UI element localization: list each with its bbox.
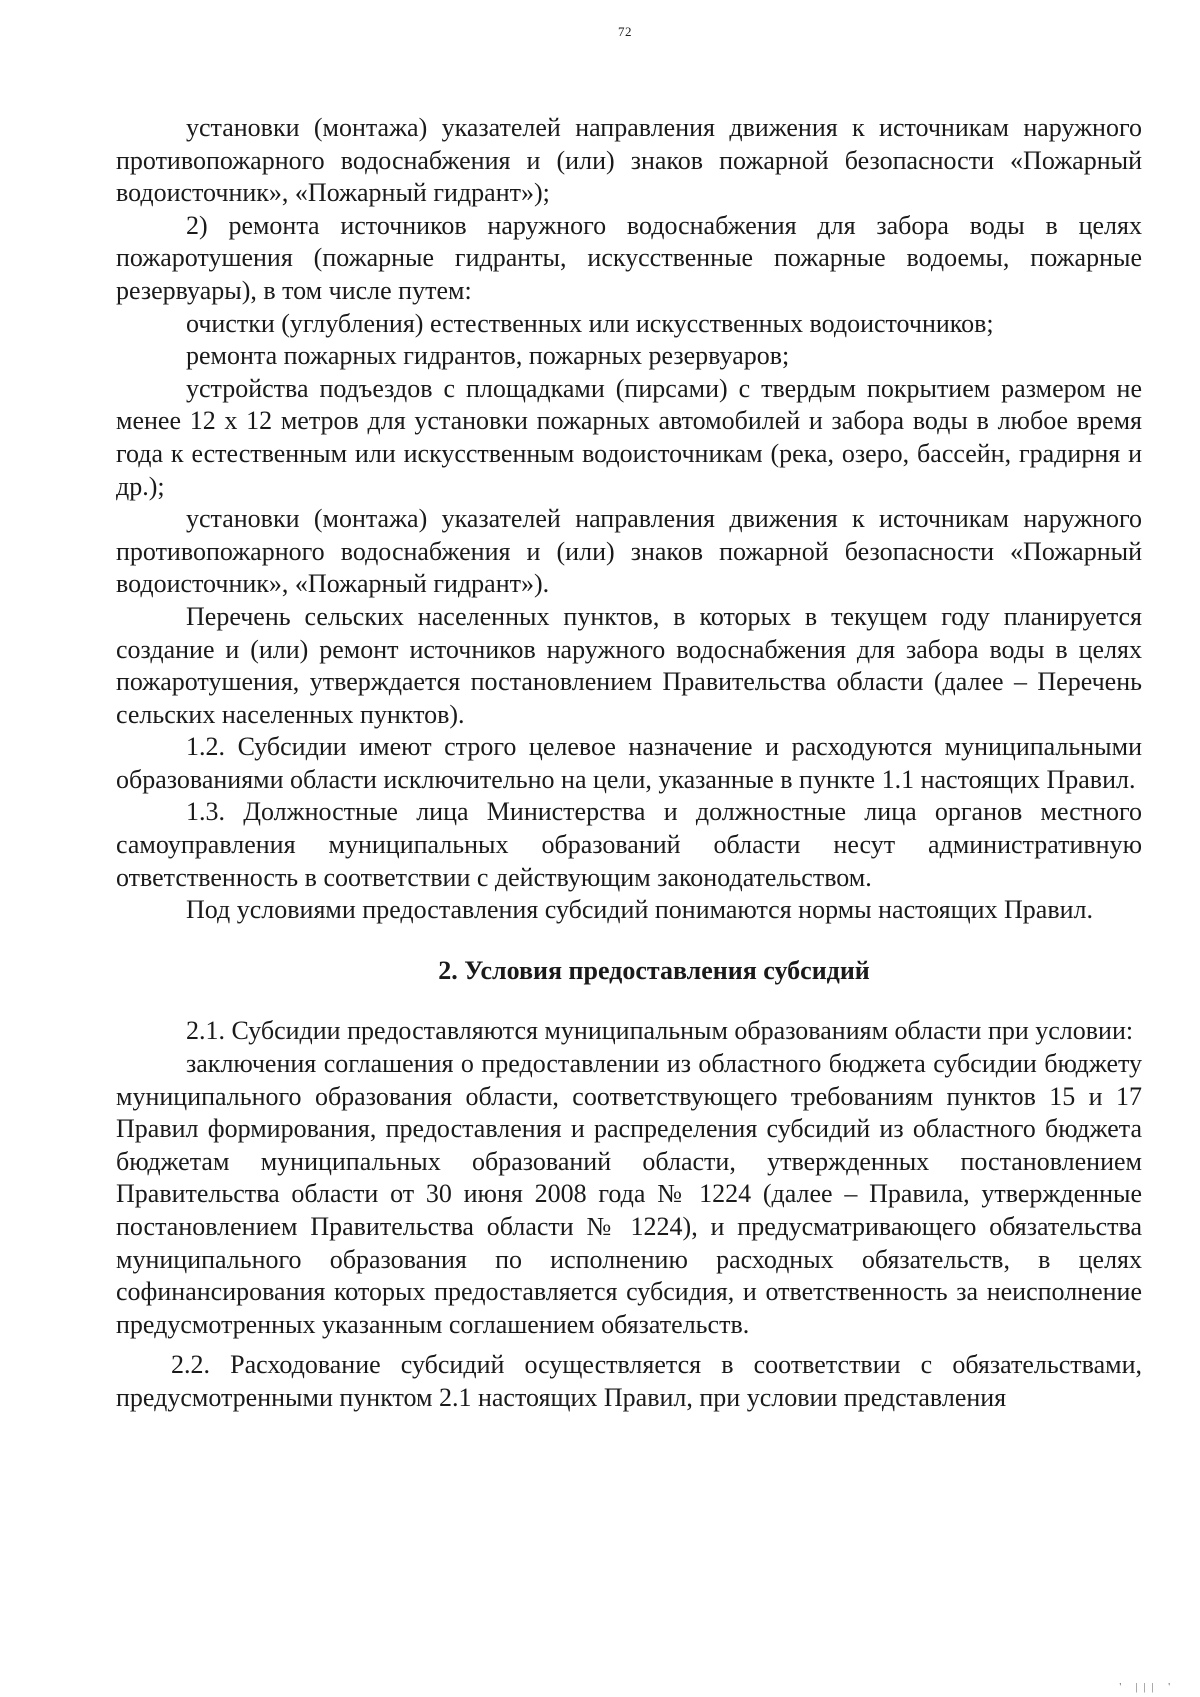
- paragraph-1-2: 1.2. Субсидии имеют строго целевое назначение и расходуются муниципальными образованиями области исключительно на цели, указанные в пункте 1.1 настоящих Правил.: [116, 732, 1142, 794]
- paragraph-installation-signs-2: установки (монтажа) указателей направления движения к источникам наружного противопожарного водоснабжения и (или) знаков пожарной безопасности «Пожарный водоисточник», «Пожарный гидрант»).: [116, 504, 1142, 599]
- paragraph-cleaning: очистки (углубления) естественных или искусственных водоисточников;: [186, 308, 994, 338]
- section-heading: 2. Условия предоставления субсидий: [438, 955, 870, 985]
- paragraph-repair-sources: 2) ремонта источников наружного водоснабжения для забора воды в целях пожаротушения (пожарные гидранты, искусственные пожарные водоемы, пожарные резервуары), в том числе путем:: [116, 210, 1142, 305]
- paragraph-settlements-list: Перечень сельских населенных пунктов, в которых в текущем году планируется создание и (или) ремонт источников наружного водоснабжения для забора воды в целях пожаротушения, утверждается постановлением Правительства области (далее – Перечень сельских населенных пунктов).: [116, 601, 1142, 729]
- paragraph-agreement: заключения соглашения о предоставлении из областного бюджета субсидии бюджету муниципального образования области, соответствующего требованиям пунктов 15 и 17 Правил формирования, предоставления и распределения субсидий из областного бюджета бюджетам муниципальных образований области, утвержденных постановлением Правительства области от 30 июня 2008 года № 1224 (далее – Правила, утвержденные постановлением Правительства области № 1224), и предусматривающего обязательства муниципального образования по исполнению расходных обязательств, в целях софинансирования которых предоставляется субсидия, и ответственность за неисполнение предусмотренных указанным соглашением обязательств.: [116, 1049, 1142, 1339]
- page-number: 72: [618, 24, 632, 39]
- paragraph-conditions-definition: Под условиями предоставления субсидий понимаются нормы настоящих Правил.: [186, 895, 1094, 925]
- paragraph-repair-hydrants: ремонта пожарных гидрантов, пожарных резервуаров;: [186, 341, 790, 371]
- paragraph-installation-signs-1: установки (монтажа) указателей направления движения к источникам наружного противопожарного водоснабжения и (или) знаков пожарной безопасности «Пожарный водоисточник», «Пожарный гидрант»);: [116, 113, 1142, 208]
- paragraph-2-2: 2.2. Расходование субсидий осуществляется в соответствии с обязательствами, предусмотренными пунктом 2.1 настоящих Правил, при условии представления: [116, 1350, 1142, 1412]
- paragraph-1-3: 1.3. Должностные лица Министерства и должностные лица органов местного самоуправления муниципальных образований области несут административную ответственность в соответствии с действующим законодательством.: [116, 797, 1142, 892]
- scan-mark: ' ||| ': [1119, 1682, 1176, 1693]
- document-body: [116, 112, 1142, 1415]
- paragraph-2-1: 2.1. Субсидии предоставляются муниципальным образованиям области при условии:: [186, 1016, 1134, 1046]
- paragraph-access-roads: устройства подъездов с площадками (пирсами) с твердым покрытием размером не менее 12 х 12 метров для установки пожарных автомобилей и забора воды в любое время года к естественным или искусственным водоисточникам (река, озеро, бассейн, градирня и др.);: [116, 373, 1142, 501]
